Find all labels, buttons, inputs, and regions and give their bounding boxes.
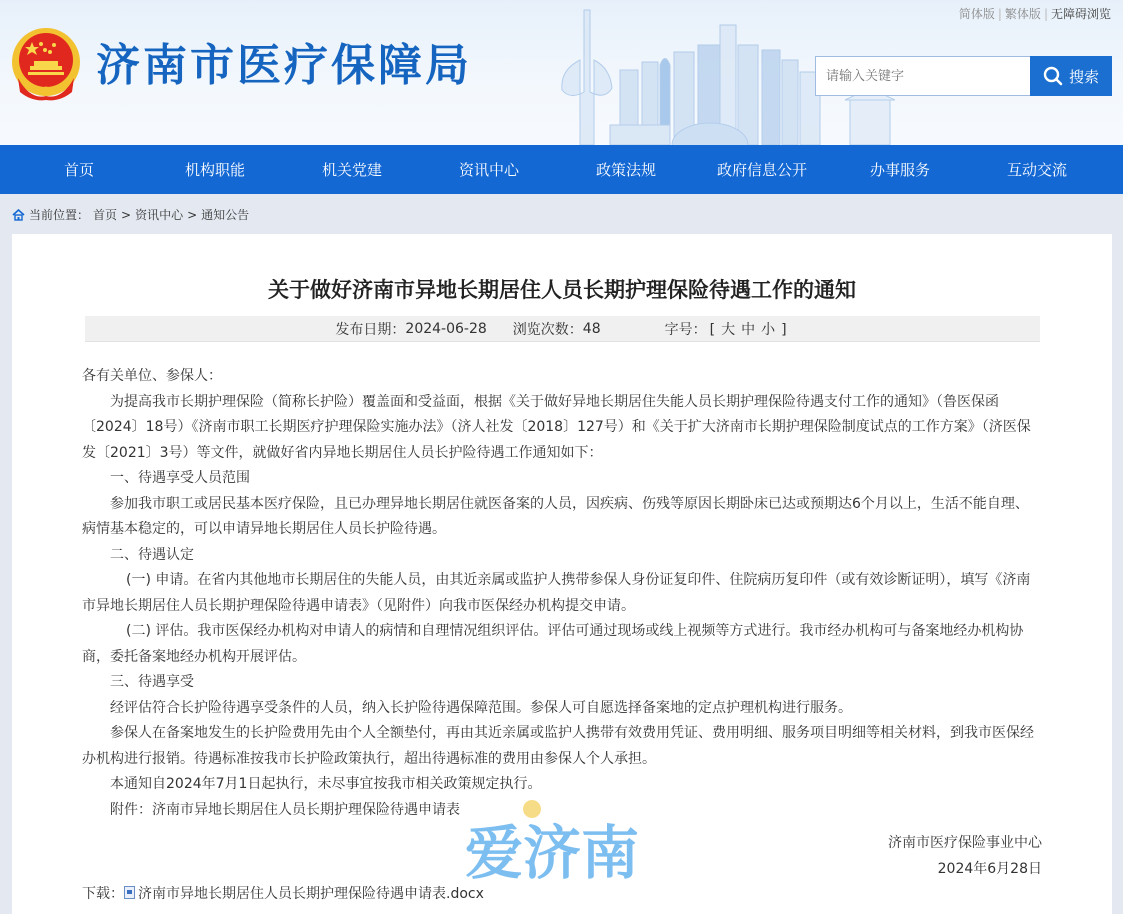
breadcrumb-separator: > <box>121 207 132 222</box>
nav-item-party-building[interactable]: 机关党建 <box>322 161 383 179</box>
divider: | <box>997 7 1002 21</box>
nav-item-services[interactable]: 办事服务 <box>870 161 931 179</box>
font-size-control <box>707 319 790 339</box>
salutation: 各有关单位、参保人： <box>82 368 222 384</box>
search-icon <box>1043 66 1063 86</box>
heart-icon <box>523 800 541 818</box>
attachment-note: 附件：济南市异地长期居住人员长期护理保险待遇申请表 <box>110 801 460 818</box>
nav-item-functions[interactable]: 机构职能 <box>185 161 246 179</box>
article-title: 关于做好济南市异地长期居住人员长期护理保险待遇工作的通知 <box>268 278 856 302</box>
paragraph: 经评估符合长护险待遇享受条件的人员，纳入长护险待遇保障范围。参保人可自愿选择备案地的定点护理机构进行服务。 <box>110 699 852 716</box>
breadcrumb-news-center[interactable]: 资讯中心 <box>135 208 184 222</box>
paragraph: 为提高我市长期护理保险（简称长护险）覆盖面和受益面，根据《关于做好异地长期居住失能人员长期护理保险待遇支付工作的通知》（鲁医保函〔2024〕18号）《济南市职工长期医疗护理保险实施办法》（济人社发〔2018〕127号）和《关于扩大济南市长期护理保险制度试点的工作方案》（济医保发〔2021〕3号）等文件，就做好省内异地长期居住人员长护险待遇工作通知如下： <box>82 393 1031 461</box>
section-heading: 三、待遇享受 <box>110 674 194 690</box>
search-button[interactable] <box>1030 56 1112 96</box>
paragraph: 参加我市职工或居民基本医疗保险，且已办理异地长期居住就医备案的人员，因疾病、伤残等原因长期卧床已达或预期达6个月以上，生活不能自理、病情基本稳定的，可以申请异地长期居住人员长护险待遇。 <box>82 495 1029 537</box>
site-title: 济南市医疗保障局 <box>96 40 472 91</box>
top-links <box>959 5 1111 22</box>
watermark-text: 爱济南 <box>465 819 640 887</box>
watermark-logo <box>465 806 639 890</box>
breadcrumb-separator: > <box>187 207 198 222</box>
breadcrumb-prefix: 当前位置： <box>29 208 90 222</box>
divider: | <box>1043 7 1048 21</box>
views-count: 48 <box>582 320 601 337</box>
paragraph: (一) 申请。在省内其他地市长期居住的失能人员，由其近亲属或监护人携带参保人身份证复印件、住院病历复印件（或有效诊断证明），填写《济南市异地长期居住人员长期护理保险待遇申请表》（见附件）向我市医保经办机构提交申请。 <box>82 572 1031 614</box>
section-heading: 一、待遇享受人员范围 <box>110 470 250 486</box>
accessibility-link[interactable]: 无障碍浏览 <box>1050 7 1111 21</box>
breadcrumb-notices[interactable]: 通知公告 <box>201 208 250 222</box>
traditional-chinese-link[interactable]: 繁体版 <box>1004 7 1041 21</box>
bracket: [ <box>709 321 716 338</box>
bracket: ] <box>781 321 787 338</box>
article-meta-bar <box>85 316 1040 342</box>
signature-date: 2024年6月28日 <box>937 860 1042 877</box>
font-size-small[interactable]: 小 <box>761 321 776 338</box>
nav-item-gov-info[interactable]: 政府信息公开 <box>717 161 808 179</box>
section-heading: 二、待遇认定 <box>110 546 194 563</box>
breadcrumb-home[interactable]: 首页 <box>93 208 118 222</box>
national-emblem-icon <box>10 26 82 102</box>
download-label: 下载： <box>82 886 124 902</box>
views-label: 浏览次数： <box>512 321 583 338</box>
publish-date-label: 发布日期： <box>335 321 406 338</box>
simplified-chinese-link[interactable]: 简体版 <box>958 7 995 21</box>
paragraph: 参保人在备案地发生的长护险费用先由个人全额垫付，再由其近亲属或监护人携带有效费用凭证、费用明细、服务项目明细等相关材料，到我市医保经办机构进行报销。待遇标准按我市长护险政策执行，超出待遇标准的费用由参保人个人承担。 <box>82 725 1034 767</box>
paragraph: (二) 评估。我市医保经办机构对申请人的病情和自理情况组织评估。评估可通过现场或线上视频等方式进行。我市经办机构可与备案地经办机构协商，委托备案地经办机构开展评估。 <box>82 623 1024 665</box>
font-size-large[interactable]: 大 <box>721 321 736 338</box>
home-icon <box>12 209 25 221</box>
download-file-link[interactable]: 济南市异地长期居住人员长期护理保险待遇申请表.docx <box>138 886 484 902</box>
paragraph: 本通知自2024年7月1日起执行，未尽事宜按我市相关政策规定执行。 <box>110 776 542 792</box>
nav-item-home[interactable]: 首页 <box>64 161 95 179</box>
search-button-label: 搜索 <box>1068 67 1099 86</box>
site-header <box>0 0 1123 145</box>
nav-item-policies[interactable]: 政策法规 <box>596 161 657 179</box>
word-document-icon <box>124 886 135 899</box>
nav-item-interaction[interactable]: 互动交流 <box>1007 161 1068 179</box>
font-size-medium[interactable]: 中 <box>741 321 756 338</box>
font-size-label: 字号： <box>664 321 707 338</box>
nav-item-news-center[interactable]: 资讯中心 <box>459 161 520 179</box>
search-box <box>815 56 1112 96</box>
search-input[interactable] <box>815 56 1030 96</box>
publish-date: 2024-06-28 <box>405 320 487 337</box>
main-nav <box>0 145 1123 194</box>
signature-org: 济南市医疗保险事业中心 <box>888 835 1042 851</box>
breadcrumb <box>12 206 249 223</box>
